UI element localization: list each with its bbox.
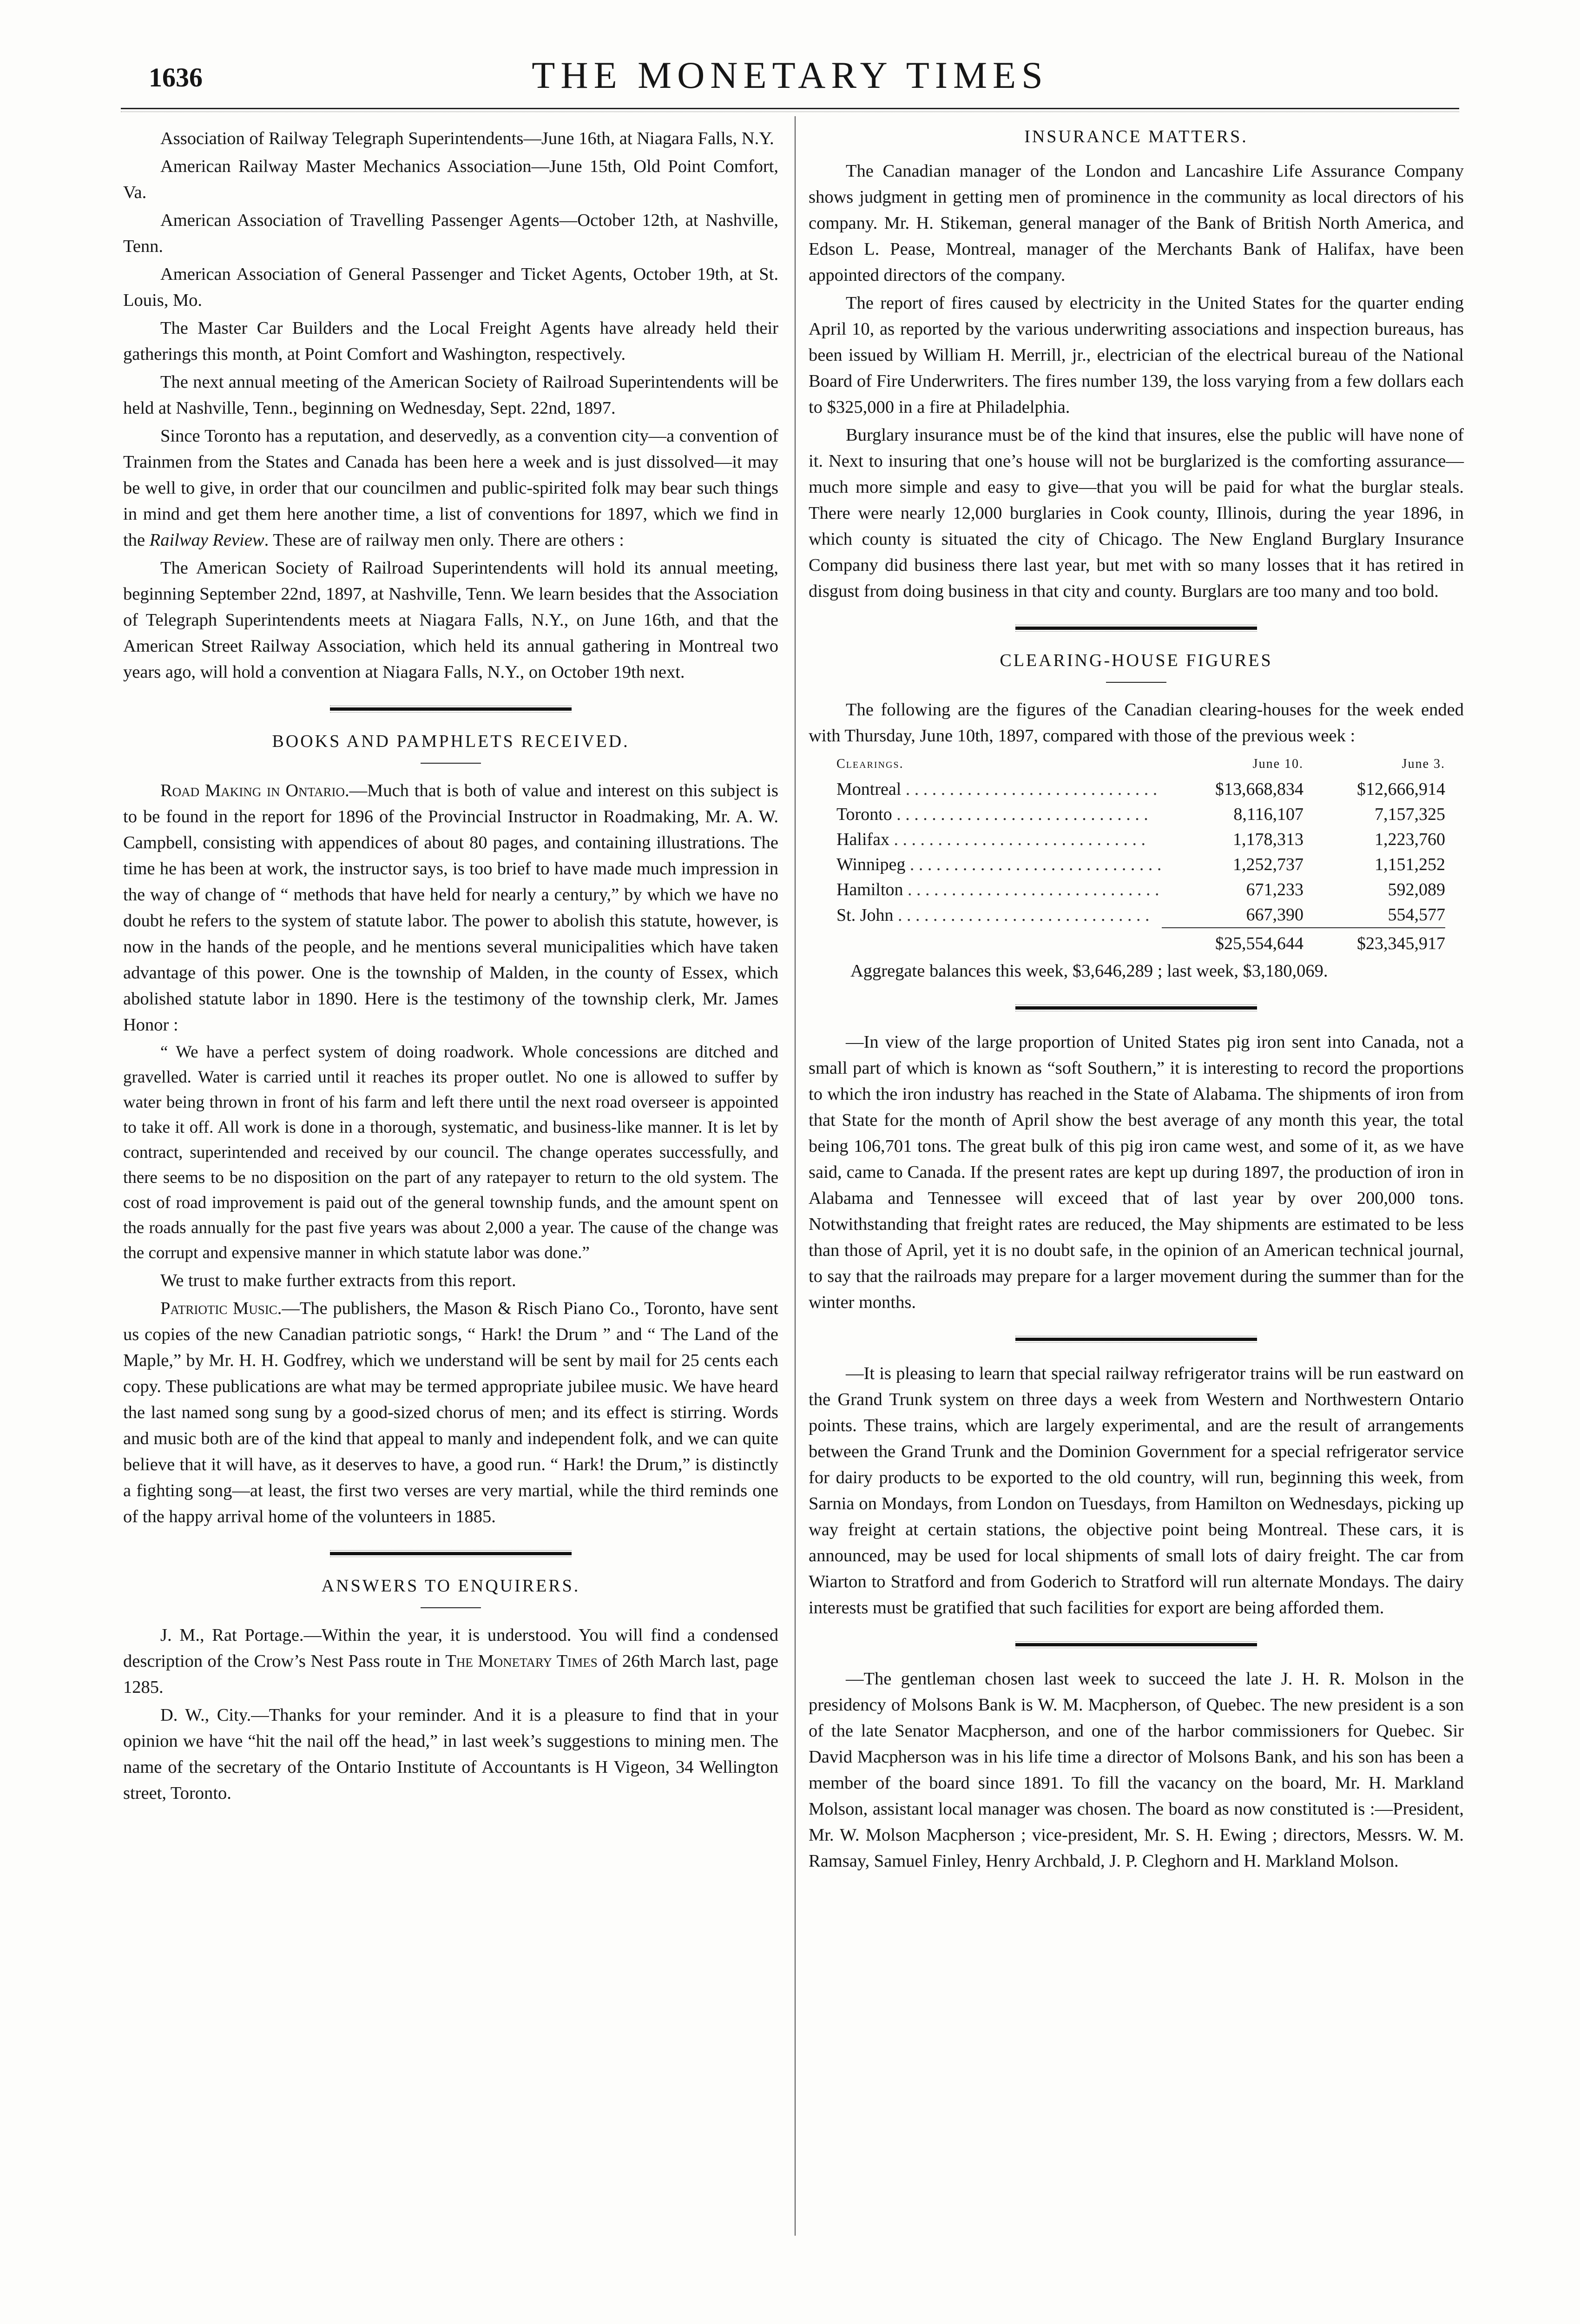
- patriotic-music-lead: Patriotic Music.: [160, 1299, 282, 1318]
- col-header-june3: June 3.: [1402, 757, 1445, 771]
- section-separator: [1015, 1004, 1257, 1011]
- insurance-paragraph: Burglary insurance must be of the kind that insures, else the public will have none of it. Next to insuring that one’s house will not be burglarized is the comforting assurance—much more simple and easy to give—that you will be paid for what the burglar steals. There were nearly 12,000 burglaries in Cook county, Illinois, during the year 1896, in which county is situated the city of Chicago. The New England Burglary Insurance Company did business there last year, but met with so many losses that it has retired in disgust from doing business in that city and county. Burglars are too many and too bold.: [809, 425, 1464, 601]
- road-making-paragraph: [123, 778, 778, 1038]
- insurance-paragraph: The report of fires caused by electricity in the United States for the quarter ending April 10, as reported by the various underwriting associations and inspection bureaus, has been issued by William H. Merrill, jr., electrician of the electrical bureau of the National Board of Fire Underwriters. The fires number 139, the loss varying from a few dollars each to $325,000 in a fire at Philadelphia.: [809, 293, 1464, 417]
- society-paragraph: The American Society of Railroad Superintendents will hold its annual meeting, beginning September 22nd, 1897, at Nashville, Tenn. We learn besides that the Association of Telegraph Superintendents meets at Niagara Falls, N.Y., on June 16th, and that the American Street Railway Association, which held its annual gathering in Montreal two years ago, will hold a convention at Niagara Falls, N.Y., on October 19th next.: [123, 558, 778, 682]
- page-header: [121, 53, 1459, 105]
- june3-total: $23,345,917: [1304, 928, 1445, 956]
- city-name: Hamilton: [836, 880, 903, 899]
- patriotic-music-paragraph: [123, 1295, 778, 1530]
- road-making-text: —Much that is both of value and interest on this subject is to be found in the report for 1896 of the Provincial Instructor in Roadmaking, Mr. A. W. Campbell, consisting with appendices of about 80 pages, and containing illustrations. The time he has been at work, the instructor says, is too brief to have made much impression in the way of change of “ methods that have held for nearly a century,” by which we have no doubt he refers to the system of statute labor. The power to abolish this statute, however, is now in the hands of the people, and he mentions several municipalities which have taken advantage of this power. One is the township of Malden, in the county of Essex, which abolished statute labor in 1890. Here is the testimony of the township clerk, Mr. James Honor :: [123, 781, 779, 1035]
- june10-value: $13,668,834: [1215, 779, 1304, 799]
- answer-city: D. W., City.—Thanks for your reminder. And it is a pleasure to find that in your opinion we have “hit the nail off the head,” in last week’s suggestions to mining men. The name of the secretary of the Ontario Institute of Accountants is H Vigeon, 34 Wellington street, Toronto.: [123, 1705, 778, 1803]
- june3-value: $12,666,914: [1357, 779, 1445, 799]
- column-divider: [795, 116, 796, 2236]
- clearing-table: [836, 752, 1445, 956]
- section-separator: [1015, 625, 1257, 632]
- table-row: Toronto . . . . . . . . . . . . . . . . . . . . . . . . . . . . . 8,116,107 7,157,325: [836, 802, 1445, 827]
- city-name: Winnipeg: [836, 855, 906, 874]
- convention-item: American Railway Master Mechanics Association—June 15th, Old Point Comfort, Va.: [123, 157, 778, 202]
- heading-underline: [421, 763, 481, 764]
- monetary-times-ref: The Monetary Times: [445, 1651, 598, 1671]
- left-column: [123, 125, 778, 1808]
- june3-value: 7,157,325: [1375, 805, 1445, 824]
- page-number: 1636: [149, 62, 203, 92]
- convention-paragraph: [123, 423, 778, 553]
- col-header-june10: June 10.: [1252, 757, 1304, 771]
- city-name: St. John: [836, 905, 894, 925]
- table-row: Hamilton . . . . . . . . . . . . . . . . . . . . . . . . . . . . . 671,233 592,089: [836, 877, 1445, 902]
- pig-iron-paragraph: —In view of the large proportion of United States pig iron sent into Canada, not a small part of which is known as “soft Southern,” it is interesting to record the proportions to which the iron industry has reached in the State of Alabama. The shipments of iron from that State for the month of April show the best average of any month this year, the total being 106,701 tons. The great bulk of this pig iron came west, and some of it, as we have said, came to Canada. If the present rates are kept up during 1897, the production of iron in Alabama and Tennessee will exceed that of last year by over 200,000 tons. Notwithstanding that freight rates are reduced, the May shipments are estimated to be less than those of April, yet it is no doubt safe, in the opinion of an American technical journal, to say that the railroads may prepare for a larger movement during the summer than for the winter months.: [809, 1032, 1464, 1312]
- answer1-text-b: of 26th March last, page 1285.: [123, 1651, 778, 1697]
- section-separator: [330, 706, 572, 713]
- railway-review-title: Railway Review: [149, 530, 264, 550]
- right-column: [809, 125, 1464, 1876]
- june10-value: 1,252,737: [1233, 855, 1304, 874]
- heading-underline: [1106, 682, 1166, 683]
- section-separator: [1015, 1336, 1257, 1343]
- table-row: St. John . . . . . . . . . . . . . . . . . . . . . . . . . . . . . 667,390 554,577: [836, 902, 1445, 928]
- section-separator: [330, 1550, 572, 1557]
- june10-value: 671,233: [1246, 880, 1304, 899]
- clearing-intro: The following are the figures of the Canadian clearing-houses for the week ended with Thursday, June 10th, 1897, compared with those of the previous week :: [809, 700, 1464, 746]
- aggregate-balances: Aggregate balances this week, $3,646,289 ; last week, $3,180,069.: [850, 961, 1328, 981]
- convention-item: American Association of Travelling Passenger Agents—October 12th, at Nashville, Tenn.: [123, 211, 778, 256]
- city-name: Montreal: [836, 779, 902, 799]
- convention-item: The next annual meeting of the American Society of Railroad Superintendents will be held at Nashville, Tenn., beginning on Wednesday, Sept. 22nd, 1897.: [123, 372, 778, 418]
- convention-item: American Association of General Passenger and Ticket Agents, October 19th, at St. Louis, Mo.: [123, 264, 778, 310]
- totals-row: [836, 928, 1445, 956]
- convention-item: The Master Car Builders and the Local Freight Agents have already held their gatherings this month, at Point Comfort and Washington, respectively.: [123, 318, 778, 364]
- table-row: Winnipeg . . . . . . . . . . . . . . . . . . . . . . . . . . . . . 1,252,737 1,151,252: [836, 852, 1445, 877]
- table-row: Halifax . . . . . . . . . . . . . . . . . . . . . . . . . . . . . 1,178,313 1,223,760: [836, 827, 1445, 852]
- heading-underline: [421, 1607, 481, 1608]
- clearing-heading: CLEARING-HOUSE FIGURES: [1000, 651, 1273, 670]
- header-rule: [121, 108, 1459, 109]
- books-heading: BOOKS AND PAMPHLETS RECEIVED.: [272, 732, 630, 751]
- june10-value: 8,116,107: [1233, 805, 1304, 824]
- col-header-clearings: Clearings.: [836, 757, 904, 771]
- convention-item: Association of Railway Telegraph Superintendents—June 16th, at Niagara Falls, N.Y.: [160, 129, 774, 148]
- table-row: Montreal . . . . . . . . . . . . . . . . . . . . . . . . . . . . . $13,668,834 $12,666,914: [836, 777, 1445, 802]
- molson-paragraph: —The gentleman chosen last week to succeed the late J. H. R. Molson in the presidency of Molsons Bank is W. M. Macpherson, of Quebec. The new president is a son of the late Senator Macpherson, and one of the harbor commissioners for Quebec. Sir David Macpherson was in his life time a director of Molsons Bank, and his son has been a member of the board since 1891. To fill the vacancy on the board, Mr. H. Markland Molson, assistant local manager was chosen. The board as now constituted is :—President, Mr. W. Molson Macpherson ; vice-president, Mr. S. H. Ewing ; directors, Messrs. W. M. Ramsay, Samuel Finley, Henry Archbald, J. P. Cleghorn and H. Markland Molson.: [809, 1669, 1464, 1871]
- june3-value: 554,577: [1388, 905, 1445, 924]
- section-separator: [1015, 1641, 1257, 1648]
- city-name: Toronto: [836, 805, 892, 824]
- june10-total: $25,554,644: [1162, 928, 1304, 956]
- june3-value: 1,151,252: [1375, 855, 1445, 874]
- patriotic-music-text: —The publishers, the Mason & Risch Piano Co., Toronto, have sent us copies of the new Canadian patriotic songs, “ Hark! the Drum ” and “ The Land of the Maple,” by Mr. H. H. Godfrey, which we understand will be sent by mail for 25 cents each copy. These publications are what may be termed appropriate jubilee music. We have heard the last named song sung by a good-sized chorus of men; and its effect is stirring. Words and music both are of the kind that appeal to manly and independent folk, and we can quite believe that it will have, as it deserves to have, a good run. “ Hark! the Drum,” is distinctly a fighting song—at least, the first two verses are very martial, while the third reminds one of the happy arrival home of the volunteers in 1885.: [123, 1299, 779, 1526]
- extracts-note: We trust to make further extracts from this report.: [160, 1271, 516, 1290]
- answer1-text-a: J. M., Rat Portage.—Within the year, it is understood. You will find a condensed description of the Crow’s Nest Pass route in: [123, 1625, 778, 1671]
- convention-text-b: . These are of railway men only. There are others :: [264, 530, 624, 550]
- masthead-title: THE MONETARY TIMES: [532, 54, 1048, 96]
- june10-value: 1,178,313: [1233, 830, 1304, 849]
- clearing-table-header: [836, 752, 1445, 777]
- answers-heading: ANSWERS TO ENQUIRERS.: [321, 1576, 580, 1596]
- refrigerator-paragraph: —It is pleasing to learn that special railway refrigerator trains will be run eastward on the Grand Trunk system on three days a week from Western and Northwestern Ontario points. These trains, which are largely experimental, and are the result of arrangements between the Grand Trunk and the Dominion Government for a special refrigerator service for dairy products to be exported to the old country, will run, beginning this week, from Sarnia on Mondays, from London on Tuesdays, from Hamilton on Wednesdays, picking up way freight at certain stations, the objective point being Montreal. These cars, it is announced, may be used for local shipments of small lots of dairy freight. The car from Wiarton to Stratford and from Goderich to Stratford will run alternate Mondays. The dairy interests must be gratified that such facilities for export are being afforded them.: [809, 1364, 1464, 1618]
- insurance-paragraph: The Canadian manager of the London and Lancashire Life Assurance Company shows judgment in getting men of prominence in the community as local directors of his company. Mr. H. Stikeman, general manager of the Bank of British North America, and Edson L. Pease, Montreal, manager of the Merchants Bank of Halifax, have been appointed directors of the company.: [809, 161, 1464, 285]
- road-making-lead: Road Making in Ontario.: [160, 781, 349, 800]
- june10-value: 667,390: [1246, 905, 1304, 924]
- city-name: Halifax: [836, 830, 889, 849]
- insurance-heading: INSURANCE MATTERS.: [1024, 127, 1248, 146]
- convention-text-a: Since Toronto has a reputation, and deservedly, as a convention city—a convention of Trainmen from the States and Canada has been here a week and is just dissolved—it may be well to give, in order that our councilmen and public-spirited folk may bear such things in mind and get them here another time, a list of conventions for 1897, which we find in the: [123, 426, 778, 550]
- june3-value: 592,089: [1388, 880, 1445, 899]
- township-quote: “ We have a perfect system of doing roadwork. Whole concessions are ditched and gravelled. Water is carried until it reaches its proper outlet. No one is allowed to suffer by water being thrown in front of his farm and left there until the next road overseer is appointed to take it off. All work is done in a thorough, systematic, and business-like manner. It is let by contract, superintended and received by our council. The change operates successfully, and there seems to be no disposition on the part of any ratepayer to return to the old system. The cost of road improvement is paid out of the general township funds, and the amount spent on the roads annually for the past five years was about 2,000 a year. The cause of the change was the corrupt and expensive manner in which statute labor was done.”: [123, 1043, 778, 1262]
- june3-value: 1,223,760: [1375, 830, 1445, 849]
- answer-rat-portage: [123, 1622, 778, 1700]
